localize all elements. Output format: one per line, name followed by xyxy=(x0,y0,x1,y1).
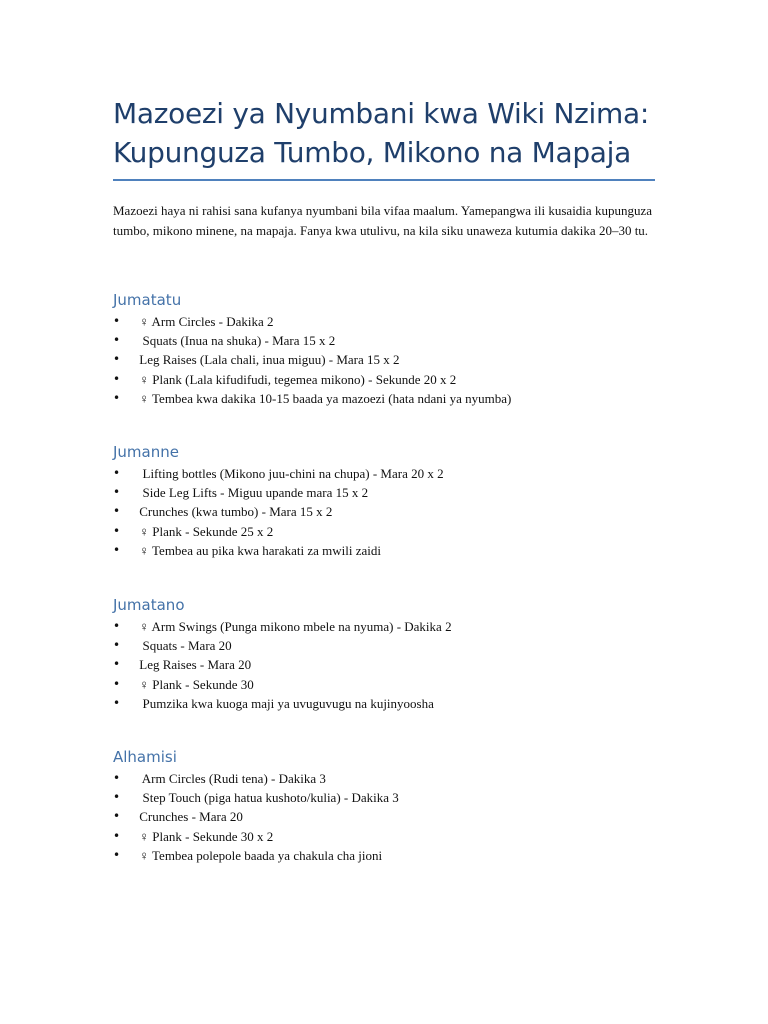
list-item xyxy=(113,312,673,331)
list-item xyxy=(113,541,673,560)
bullet-icon: • xyxy=(113,790,121,805)
list-item xyxy=(113,769,673,788)
list-item-text: ♀ Arm Swings (Punga mikono mbele na nyuma) - Dakika 2 xyxy=(136,619,452,634)
document-title: Mazoezi ya Nyumbani kwa Wiki Nzima: Kupunguza Tumbo, Mikono na Mapaja xyxy=(113,97,649,169)
bullet-icon: • xyxy=(113,676,121,691)
list-item xyxy=(113,464,673,483)
day-section-jumanne xyxy=(113,442,673,560)
list-item xyxy=(113,350,673,369)
list-item-text: Squats (Inua na shuka) - Mara 15 x 2 xyxy=(136,333,336,349)
bullet-icon: • xyxy=(113,352,121,367)
list-item xyxy=(113,617,673,636)
exercise-list xyxy=(113,617,673,713)
list-item-text: Crunches (kwa tumbo) - Mara 15 x 2 xyxy=(136,504,333,520)
list-item xyxy=(113,694,673,713)
bullet-icon: • xyxy=(113,333,121,348)
list-item-text: ♀ Plank (Lala kifudifudi, tegemea mikono) - Sekunde 20 x 2 xyxy=(136,371,457,387)
exercise-list xyxy=(113,464,673,560)
title-underline xyxy=(113,179,655,181)
day-section-alhamisi xyxy=(113,747,673,865)
list-item xyxy=(113,675,673,694)
list-item-text: Side Leg Lifts - Miguu upande mara 15 x 2 xyxy=(136,485,369,501)
bullet-icon: • xyxy=(113,809,121,824)
list-item-text: Pumzika kwa kuoga maji ya uvuguvugu na kujinyoosha xyxy=(136,695,434,711)
list-item xyxy=(113,370,673,389)
bullet-icon: • xyxy=(113,314,121,328)
bullet-icon: • xyxy=(113,523,121,538)
bullet-icon: • xyxy=(113,657,121,672)
list-item-text: ♀ Tembea au pika kwa harakati za mwili zaidi xyxy=(136,542,382,558)
list-item-text: ♀ Plank - Sekunde 30 x 2 xyxy=(136,828,274,844)
list-item-text: Lifting bottles (Mikono juu-chini na chupa) - Mara 20 x 2 xyxy=(136,466,444,481)
list-item xyxy=(113,502,673,521)
list-item xyxy=(113,483,673,502)
list-item-text: ♀ Plank - Sekunde 25 x 2 xyxy=(136,523,274,539)
bullet-icon: • xyxy=(113,771,121,785)
bullet-icon: • xyxy=(113,466,121,480)
list-item-text: ♀ Plank - Sekunde 30 xyxy=(136,676,254,692)
day-heading: Jumatatu xyxy=(113,291,182,309)
list-item-text: Step Touch (piga hatua kushoto/kulia) - Dakika 3 xyxy=(136,790,399,806)
list-item-text: Leg Raises - Mara 20 xyxy=(136,657,252,673)
list-item xyxy=(113,788,673,807)
bullet-icon: • xyxy=(113,828,121,843)
list-item xyxy=(113,655,673,674)
list-item-text: ♀ Tembea polepole baada ya chakula cha jioni xyxy=(136,847,383,863)
bullet-icon: • xyxy=(113,619,121,633)
list-item-text: ♀ Tembea kwa dakika 10-15 baada ya mazoezi (hata ndani ya nyumba) xyxy=(136,390,512,406)
list-item xyxy=(113,636,673,655)
bullet-icon: • xyxy=(113,504,121,519)
list-item xyxy=(113,807,673,826)
intro-paragraph: Mazoezi haya ni rahisi sana kufanya nyumbani bila vifaa maalum. Yamepangwa ili kusaidia kupunguza tumbo, mikono minene, na mapaja. Fanya kwa utulivu, na kila siku unaweza kutumia dakika 20–30 tu. xyxy=(113,203,652,238)
exercise-list xyxy=(113,312,673,408)
day-heading: Jumatano xyxy=(113,596,185,614)
bullet-icon: • xyxy=(113,485,121,500)
list-item xyxy=(113,522,673,541)
list-item-text: ♀ Arm Circles - Dakika 2 xyxy=(136,314,274,329)
bullet-icon: • xyxy=(113,638,121,653)
bullet-icon: • xyxy=(113,847,121,862)
list-item-text: Squats - Mara 20 xyxy=(136,638,232,654)
exercise-list xyxy=(113,769,673,865)
list-item xyxy=(113,827,673,846)
bullet-icon: • xyxy=(113,695,121,710)
day-section-jumatano xyxy=(113,595,673,713)
list-item xyxy=(113,331,673,350)
day-heading: Jumanne xyxy=(113,443,179,461)
bullet-icon: • xyxy=(113,390,121,405)
list-item-text: Arm Circles (Rudi tena) - Dakika 3 xyxy=(136,771,326,786)
bullet-icon: • xyxy=(113,371,121,386)
day-heading: Alhamisi xyxy=(113,748,177,766)
list-item xyxy=(113,846,673,865)
list-item-text: Crunches - Mara 20 xyxy=(136,809,243,825)
bullet-icon: • xyxy=(113,542,121,557)
list-item xyxy=(113,389,673,408)
list-item-text: Leg Raises (Lala chali, inua miguu) - Mara 15 x 2 xyxy=(136,352,400,368)
day-section-jumatatu xyxy=(113,290,673,408)
